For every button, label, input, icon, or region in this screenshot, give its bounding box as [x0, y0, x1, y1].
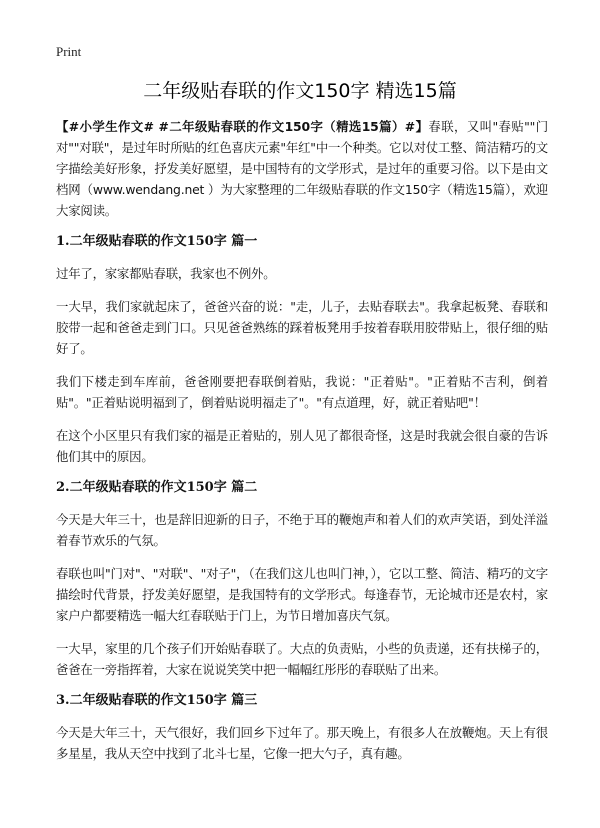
intro-text: 春联，又叫"春贴""门对""对联"，是过年时所贴的红色喜庆元素"年红"中一个种类。它以对仗工整、简洁精巧的文字描绘美好形象，抒发美好愿望，是中国特有的文学形式，是过年的重要习俗。以下是由文档网（www.wendang.net ）为大家整理的二年级贴春联的作文150字（精选15篇），欢迎大家阅读。: [56, 119, 548, 218]
paragraph: 今天是大年三十，天气很好，我们回乡下过年了。那天晚上，有很多人在放鞭炮。天上有很多星星，我从天空中找到了北斗七星，它像一把大勺子，真有趣。: [56, 725, 548, 761]
paragraph: 过年了，家家都贴春联，我家也不例外。: [56, 266, 276, 281]
print-label[interactable]: Print: [56, 44, 82, 59]
paragraph: 今天是大年三十，也是辞旧迎新的日子，不绝于耳的鞭炮声和着人们的欢声笑语，到处洋溢着春节欢乐的气氛。: [56, 512, 548, 548]
paragraph: 我们下楼走到车库前，爸爸刚要把春联倒着贴，我说："正着贴"。"正着贴不吉利，倒着贴"。"正着贴说明福到了，倒着贴说明福走了"。"有点道理，好，就正着贴吧"！: [56, 374, 548, 410]
section-heading-2: 2.二年级贴春联的作文150字 篇二: [56, 480, 258, 495]
paragraph: 春联也叫"门对"、"对联"、"对子"，（在我们这儿也叫门神，），它以工整、简洁、精巧的文字描绘时代背景，抒发美好愿望，是我国特有的文学形式。每逢春节，无论城市还是农村，家家户户都要精选一幅大红春联贴于门上，为节日增加喜庆气氛。: [56, 566, 548, 623]
section-heading-3: 3.二年级贴春联的作文150字 篇三: [56, 693, 258, 708]
paragraph: 在这个小区里只有我们家的福是正着贴的，别人见了都很奇怪，这是时我就会很自豪的告诉他们其中的原因。: [56, 428, 548, 464]
page-title: 二年级贴春联的作文150字 精选15篇: [143, 80, 457, 102]
paragraph: 一大早，家里的几个孩子们开始贴春联了。大点的负责贴，小些的负责递，还有扶梯子的，爸爸在一旁指挥着，大家在说说笑笑中把一幅幅红彤彤的春联贴了出来。: [56, 641, 548, 677]
article-body: [56, 116, 548, 776]
intro-paragraph: [56, 116, 548, 221]
section-heading-1: 1.二年级贴春联的作文150字 篇一: [56, 234, 258, 249]
paragraph: 一大早，我们家就起床了，爸爸兴奋的说："走，儿子，去贴春联去"。我拿起板凳、春联和胶带一起和爸爸走到门口。只见爸爸熟练的踩着板凳用手按着春联用胶带贴上，很仔细的贴好了。: [56, 299, 548, 356]
intro-bold-prefix: 【#小学生作文# #二年级贴春联的作文150字（精选15篇）#】: [56, 119, 429, 134]
